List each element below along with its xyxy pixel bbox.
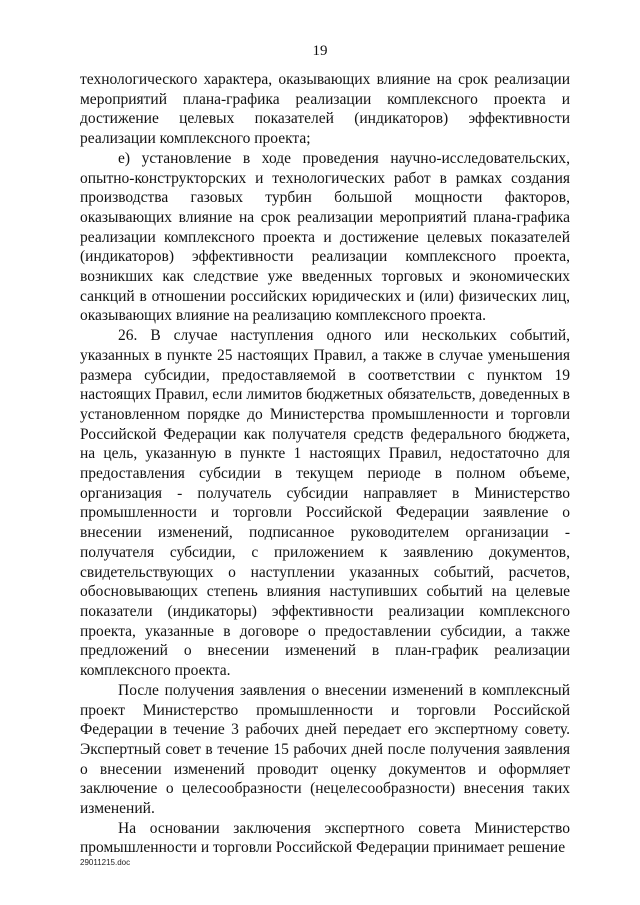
paragraph-item-26: 26. В случае наступления одного или нескольких событий, указанных в пункте 25 настоящих Правил, а также в случае уменьшения размера субсидии, предоставляемой в соответствии с пунктом 19 настоящих Правил, если лимитов бюджетных обязательств, доведенных в установленном порядке до Министерства промышленности и торговли Российской Федерации как получателя средств федерального бюджета, на цель, указанную в пункте 1 настоящих Правил, недостаточно для предоставления субсидии в текущем периоде в полном объеме, организация - получатель субсидии направляет в Министерство промышленности и торговли Российской Федерации заявление о внесении изменений, подписанное руководителем организации - получателя субсидии, с приложением к заявлению документов, свидетельствующих о наступлении указанных событий, расчетов, обосновывающих степень влияния наступивших событий на целевые показатели (индикаторы) эффективности реализации комплексного проекта, указанные в договоре о предоставлении субсидии, а также предложений о внесении изменений в план-график реализации комплексного проекта. xyxy=(80,327,570,680)
footer-filename: 29011215.doc xyxy=(80,858,131,867)
paragraph-item-e: е) установление в ходе проведения научно-исследовательских, опытно-конструкторских и технологических работ в рамках создания производства газовых турбин большой мощности факторов, оказывающих влияние на срок реализации мероприятий плана-графика реализации комплексного проекта и достижение целевых показателей (индикаторов) эффективности реализации комплексного проекта, возникших как следствие уже введенных торговых и экономических санкций в отношении российских юридических и (или) физических лиц, оказывающих влияние на реализацию комплексного проекта. xyxy=(80,149,570,325)
paragraph-expert-council: После получения заявления о внесении изменений в комплексный проект Министерство промышленности и торговли Российской Федерации в течение 3 рабочих дней передает его экспертному совету. Экспертный совет в течение 15 рабочих дней после получения заявления о внесении изменений проводит оценку документов и оформляет заключение о целесообразности (нецелесообразности) внесения таких изменений. xyxy=(80,681,570,818)
paragraph-decision: На основании заключения экспертного совета Министерство промышленности и торговли Российской Федерации принимает решение xyxy=(80,819,570,857)
document-body xyxy=(80,70,570,858)
paragraph-continued: технологического характера, оказывающих влияние на срок реализации мероприятий плана-графика реализации комплексного проекта и достижение целевых показателей (индикаторов) эффективности реализации комплексного проекта; xyxy=(80,71,570,148)
page-number: 19 xyxy=(312,43,328,59)
